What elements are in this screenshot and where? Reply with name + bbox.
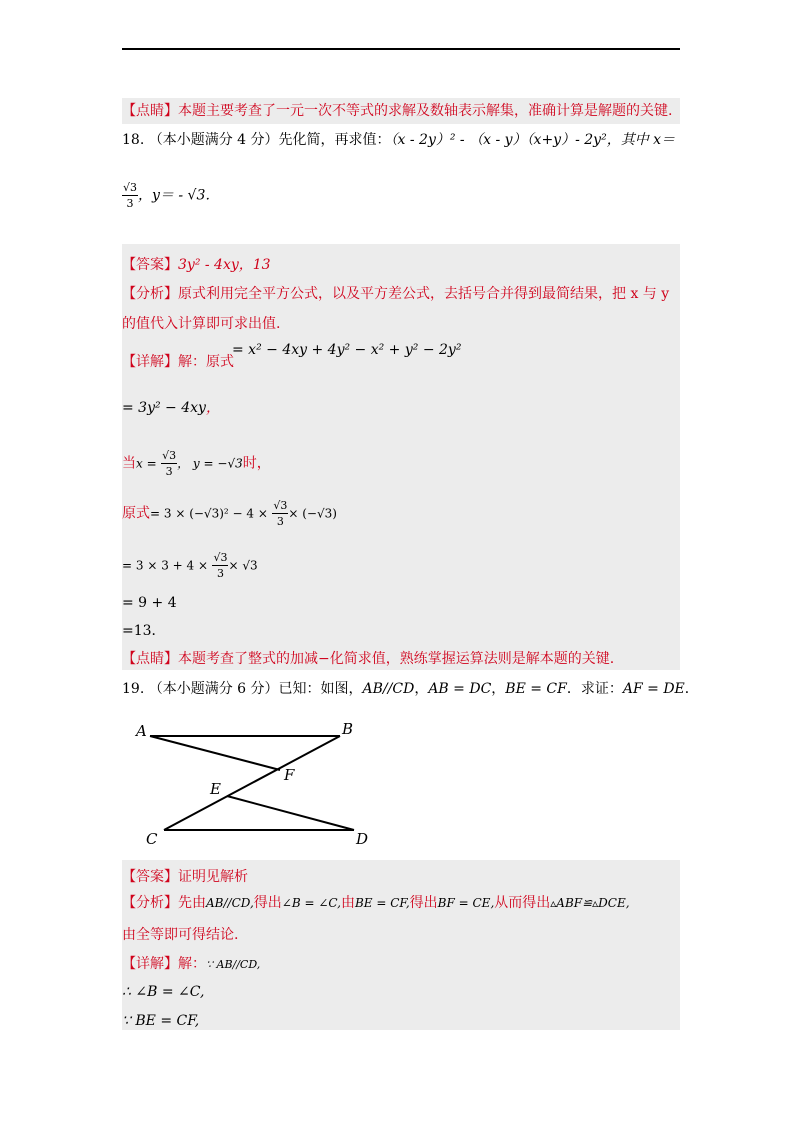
analysis-tag: 【分析】 bbox=[122, 895, 178, 911]
q19-detail-s2: ∴ ∠B = ∠C, bbox=[122, 984, 205, 1000]
q18-detail-lead bbox=[122, 353, 234, 371]
when-pre: 当 bbox=[122, 455, 136, 472]
analysis-p5: 从而得出 bbox=[494, 895, 551, 911]
q18-step3 bbox=[122, 498, 337, 529]
fraction-numerator: √3 bbox=[162, 449, 177, 462]
q19-prompt-text: 已知：如图， bbox=[278, 681, 363, 697]
q18-prompt-text: 先化简，再求值： bbox=[278, 132, 391, 148]
separator: ， bbox=[414, 681, 429, 697]
header-rule bbox=[122, 48, 680, 50]
q18-analysis-line1 bbox=[122, 285, 669, 303]
when-x-fraction bbox=[161, 448, 177, 479]
analysis-m3: BE = CF, bbox=[354, 896, 410, 910]
label-d: D bbox=[356, 830, 369, 848]
segment-bc bbox=[164, 736, 340, 830]
segment-ed bbox=[227, 796, 354, 830]
q18-score: （本小题满分 4 分） bbox=[148, 132, 279, 148]
answer-tag: 【答案】 bbox=[122, 257, 178, 273]
detail-lead: 解： bbox=[178, 956, 206, 972]
q18-step2 bbox=[122, 397, 220, 417]
comment-text: 本题主要考查了一元一次不等式的求解及数轴表示解集，准确计算是解题的关键. bbox=[178, 103, 673, 119]
analysis-text-2: 的值代入计算即可求出值. bbox=[122, 316, 281, 332]
answer-text: 3y² - 4xy，13 bbox=[178, 257, 271, 273]
condition-be-cf: BE = CF bbox=[505, 681, 567, 697]
when-x: x = bbox=[136, 456, 157, 471]
q18-prompt bbox=[122, 131, 675, 149]
q19-answer bbox=[122, 868, 248, 886]
fraction-numerator: √3 bbox=[123, 181, 138, 194]
x-value-fraction bbox=[122, 180, 138, 211]
label-e: E bbox=[210, 780, 221, 798]
step2-tail: ， bbox=[205, 400, 220, 416]
step2-expr: = 3y² − 4xy bbox=[122, 400, 206, 416]
label-c: C bbox=[146, 830, 158, 848]
analysis-m5: ▵ABF≌▵DCE, bbox=[550, 896, 630, 910]
label-b: B bbox=[342, 720, 354, 738]
analysis-tag: 【分析】 bbox=[122, 286, 178, 302]
step4-a: = 3 × 3 + 4 × bbox=[122, 558, 209, 573]
fraction-numerator: √3 bbox=[273, 499, 288, 512]
fraction-denominator: 3 bbox=[276, 515, 284, 528]
segment-af bbox=[150, 736, 280, 770]
label-f: F bbox=[284, 766, 295, 784]
q19-number: 19. bbox=[122, 681, 145, 697]
analysis-m1: AB//CD, bbox=[206, 896, 254, 910]
comment-text: 本题考查了整式的加减−化简求值，熟练掌握运算法则是解本题的关键. bbox=[178, 651, 615, 667]
fraction-denominator: 3 bbox=[126, 197, 134, 210]
when-y: ， y = −√3 bbox=[177, 456, 243, 471]
q18-step6: =13． bbox=[122, 623, 166, 639]
analysis-m2: ∠B = ∠C, bbox=[281, 896, 341, 910]
comment-tag: 【点睛】 bbox=[122, 103, 178, 119]
step3-fraction bbox=[272, 498, 288, 529]
q18-step1: = x² − 4xy + 4y² − x² + y² − 2y² bbox=[232, 342, 462, 358]
condition-ab-dc: AB = DC bbox=[428, 681, 492, 697]
comment-tag: 【点睛】 bbox=[122, 651, 178, 667]
q18-expression: （x - 2y）² - （x - y）（x+y）- 2y²，其中 x＝ bbox=[390, 132, 676, 148]
q19-prompt bbox=[122, 680, 699, 698]
condition-parallel: AB//CD bbox=[362, 681, 415, 697]
label-a: A bbox=[136, 722, 147, 740]
q17-comment bbox=[122, 102, 672, 120]
when-post: 时， bbox=[242, 455, 271, 472]
answer-text: 证明见解析 bbox=[178, 869, 248, 885]
q18-step4 bbox=[122, 550, 258, 581]
detail-tag: 【详解】 bbox=[122, 956, 178, 972]
analysis-p3: 由 bbox=[340, 895, 355, 911]
q18-answer bbox=[122, 256, 271, 274]
q19-analysis-line2: 由全等即可得结论. bbox=[122, 927, 239, 943]
step4-b: × √3 bbox=[228, 558, 258, 573]
analysis-p2: 得出 bbox=[253, 895, 282, 911]
q17-comment-box bbox=[122, 98, 680, 124]
separator: ， bbox=[491, 681, 506, 697]
detail-tag: 【详解】 bbox=[122, 354, 178, 370]
prove-label: ．求证： bbox=[566, 681, 623, 697]
q18-analysis-line2 bbox=[122, 315, 280, 333]
fraction-numerator: √3 bbox=[213, 551, 228, 564]
q18-number: 18. bbox=[122, 132, 145, 148]
analysis-p4: 得出 bbox=[409, 895, 438, 911]
answer-tag: 【答案】 bbox=[122, 869, 178, 885]
q19-detail-s3: ∵ BE = CF, bbox=[122, 1013, 200, 1029]
end-mark: ． bbox=[684, 681, 699, 697]
goal: AF = DE bbox=[622, 681, 685, 697]
step4-fraction bbox=[212, 550, 228, 581]
analysis-m4: BF = CE, bbox=[437, 896, 495, 910]
step3-a: = 3 × (−√3)² − 4 × bbox=[150, 506, 268, 521]
detail-lead: 解：原式 bbox=[178, 354, 234, 370]
q18-values bbox=[122, 180, 219, 211]
q18-when bbox=[122, 448, 271, 479]
analysis-text-1: 原式利用完全平方公式，以及平方差公式，去括号合并得到最简结果，把 x 与 y bbox=[178, 286, 670, 302]
fraction-denominator: 3 bbox=[165, 465, 173, 478]
q19-detail-lead bbox=[122, 955, 260, 974]
analysis-p1: 先由 bbox=[178, 895, 206, 911]
detail-s1: ∵ AB//CD, bbox=[206, 958, 261, 971]
q18-step5: = 9 + 4 bbox=[122, 595, 177, 611]
orig-label: 原式 bbox=[122, 505, 150, 522]
geometry-figure bbox=[122, 712, 392, 852]
y-value: ，y＝ - √3． bbox=[138, 187, 220, 204]
q19-score: （本小题满分 6 分） bbox=[148, 681, 279, 697]
q19-analysis-line1 bbox=[122, 894, 630, 912]
q18-comment bbox=[122, 650, 614, 668]
step3-b: × (−√3) bbox=[288, 506, 337, 521]
fraction-denominator: 3 bbox=[216, 567, 224, 580]
